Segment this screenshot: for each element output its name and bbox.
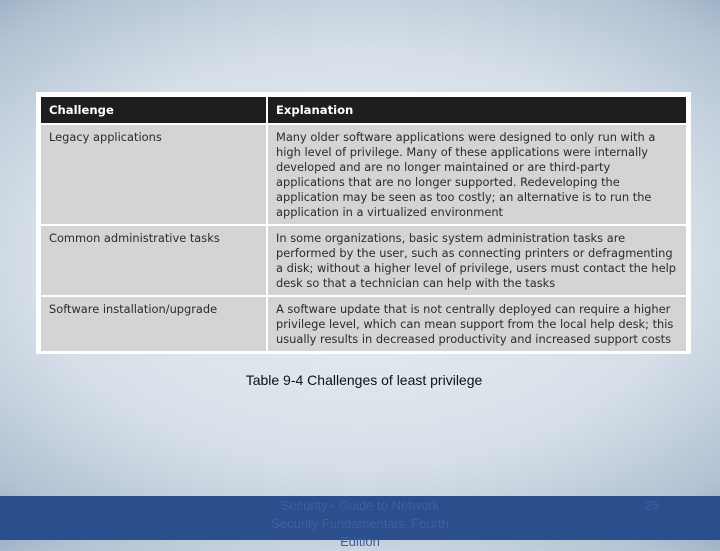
explanation-cell: In some organizations, basic system administration tasks are performed by the user, such as connecting printers or defragmenting a disk; without a higher level of privilege, users must contact the help desk so that a technician can help with the tasks xyxy=(268,226,686,295)
table-caption: Table 9-4 Challenges of least privilege xyxy=(245,372,483,388)
table-header-row xyxy=(41,97,686,123)
explanation-cell: Many older software applications were designed to only run with a high level of privilege. Many of these applications were internally developed and are no longer maintained or are third-party applications that are no longer supported. Redeveloping the application may be seen as too costly; an alternative is to run the application in a virtualized environment xyxy=(268,125,686,224)
table-frame xyxy=(36,92,691,354)
slide-page-number: 25 xyxy=(644,498,660,513)
explanation-cell: A software update that is not centrally deployed can require a higher privilege level, which can mean support from the local help desk; this usually results in decreased productivity and increased support costs xyxy=(268,297,686,351)
least-privilege-challenges-table xyxy=(39,95,688,353)
table-row xyxy=(41,125,686,224)
table-row xyxy=(41,297,686,351)
column-header-explanation: Explanation xyxy=(268,97,686,123)
challenge-cell: Common administrative tasks xyxy=(41,226,266,295)
table-row xyxy=(41,226,686,295)
footer-book-title: Security+ Guide to Network Security Fundamentals, Fourth Edition xyxy=(271,498,449,549)
column-header-challenge: Challenge xyxy=(41,97,266,123)
challenge-cell: Legacy applications xyxy=(41,125,266,224)
challenge-cell: Software installation/upgrade xyxy=(41,297,266,351)
